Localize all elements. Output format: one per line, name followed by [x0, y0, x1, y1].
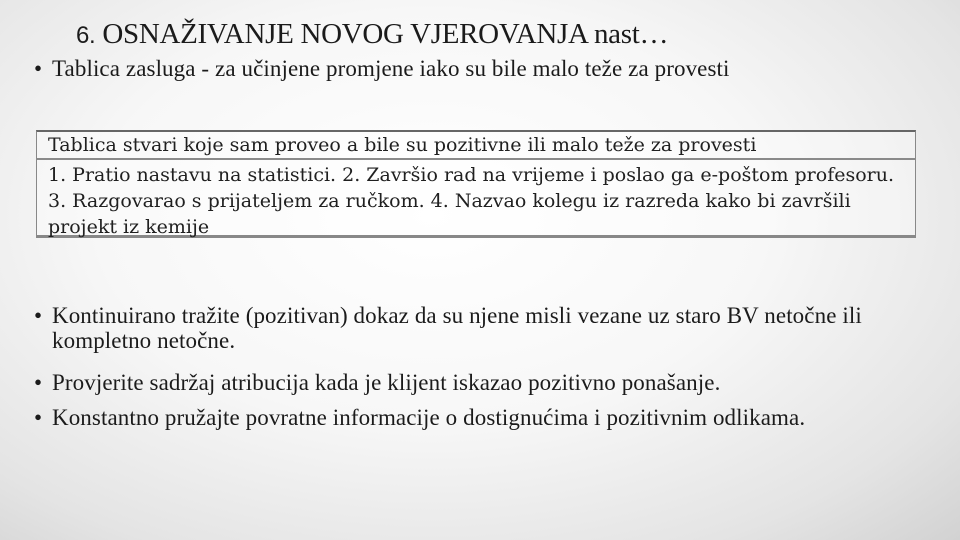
merit-table: [36, 130, 916, 238]
bullet-text: Tablica zasluga - za učinjene promjene iako su bile malo teže za provesti: [52, 56, 730, 81]
bullet-dot: •: [34, 405, 43, 430]
bullet-text: Kontinuirano tražite (pozitivan) dokaz da su njene misli vezane uz staro BV netočne ili kompletno netočne.: [52, 303, 862, 353]
bullet-text: Provjerite sadržaj atribucija kada je klijent iskazao pozitivno ponašanje.: [52, 370, 721, 395]
bullet-dot: •: [34, 303, 43, 328]
bullet-dot: •: [34, 56, 43, 81]
slide-title-number: 6.: [76, 22, 96, 49]
bullet-seek-evidence: [30, 303, 952, 353]
bullet-check-attributions: [30, 370, 960, 395]
slide-title-text: OSNAŽIVANJE NOVOG VJEROVANJA nast…: [102, 18, 669, 50]
bullet-dot: •: [34, 370, 43, 395]
slide-title: [76, 18, 668, 51]
bullet-give-feedback: [30, 405, 952, 430]
bullet-text: Konstantno pružajte povratne informacije o dostignućima i pozitivnim odlikama.: [52, 405, 806, 430]
merit-table-body: 1. Pratio nastavu na statistici. 2. Završio rad na vrijeme i poslao ga e-poštom profesoru. 3. Razgovarao s prijateljem za ručkom. 4. Nazvao kolegu iz razreda kako bi završili projekt iz kemije: [48, 164, 895, 238]
bullet-merit-table: [30, 56, 892, 81]
merit-table-header: Tablica stvari koje sam proveo a bile su pozitivne ili malo teže za provesti: [37, 132, 915, 160]
